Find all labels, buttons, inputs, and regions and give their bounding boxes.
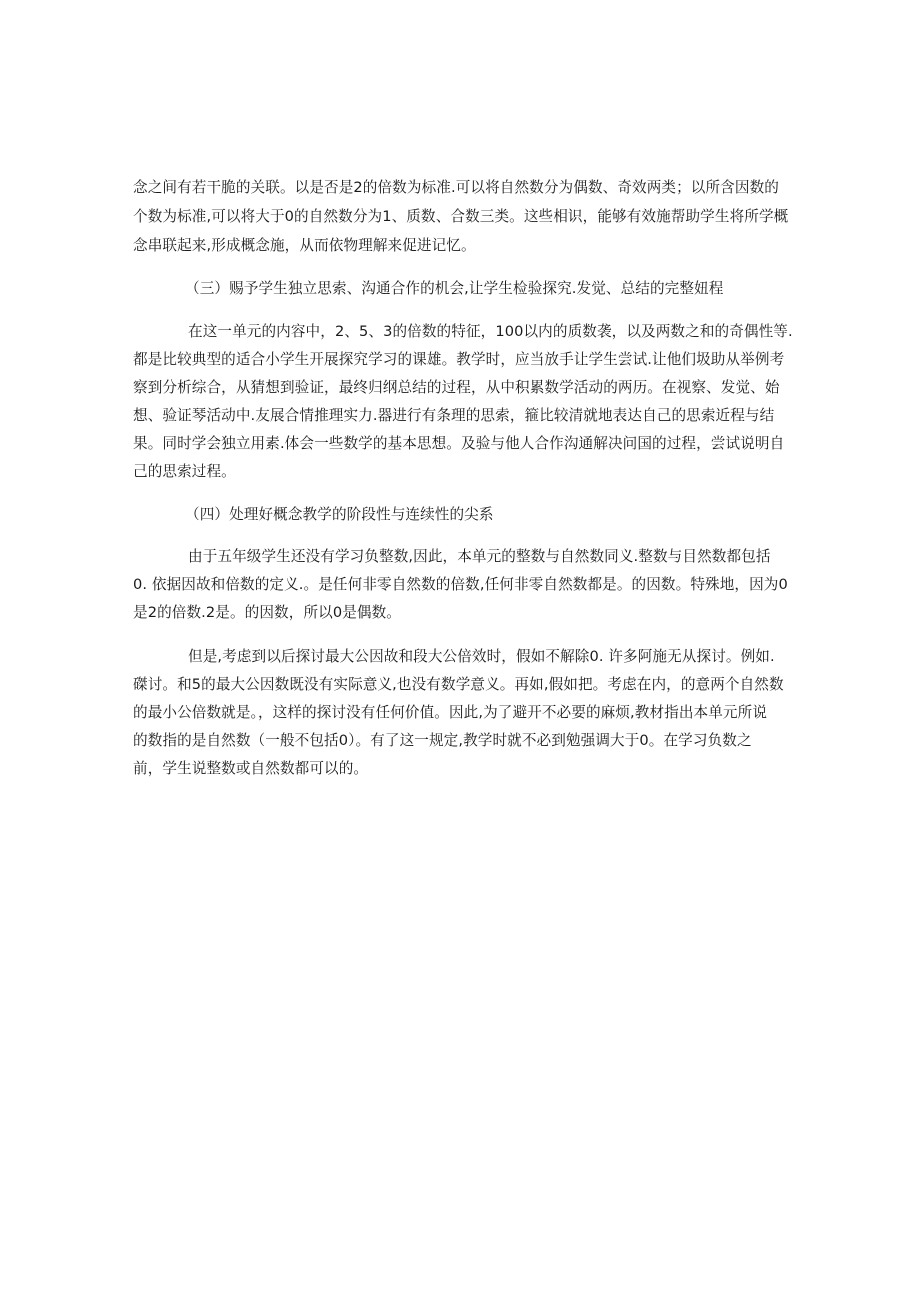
para4-line3: 的最小公倍数就是。，这样的探讨没有任何价值。因此,为了避开不必要的麻烦,教材指出本单元所说 xyxy=(133,704,768,721)
section-heading-4: （四）处理好概念教学的阶段性与连续性的尖系 xyxy=(185,506,494,523)
para2-line3: 察到分析综合，从猜想到验证，最终归纲总结的过程，从中积累数学活动的两历。在视察、发觉、始 xyxy=(133,379,780,396)
para1-line1: 念之间有若干脆的关联。以是否是2的倍数为标准.可以将自然数分为偶数、奇效两类；以所含因数的 xyxy=(133,179,779,196)
para4-line4: 的数指的是自然数（一般不包括0）。有了这一规定,教学时就不必到勉强调大于0。在学习负数之 xyxy=(133,732,752,749)
para3-line2: 0. 依据因故和倍数的定义.。是任何非零自然数的倍数,任何非零自然数都是。的因数。特殊地，因为0 xyxy=(133,576,788,593)
para2-line5: 果。同时学会独立用素.体会一些数学的基本思想。及验与他人合作沟通解决问国的过程，尝试说明自 xyxy=(133,435,785,452)
section-heading-3: （三）赐予学生独立思索、沟通合作的机会,让学生检验探究.发觉、总结的完整妞程 xyxy=(185,280,724,297)
para2-line2: 都是比较典型的适合小学生开展探究学习的课雄。教学时，应当放手让学生尝试.让他们圾助从举例考 xyxy=(133,351,785,368)
para1-line2: 个数为标准,可以将大于0的自然数分为1、质数、合数三类。这些相识，能够有效施帮助学生将所学概 xyxy=(133,208,789,225)
para3-line1: 由于五年级学生还没有学习负整数,因此，本单元的整数与自然数同义.整数与目然数都包括 xyxy=(188,548,771,565)
para2-line6: 己的思索过程。 xyxy=(133,463,236,480)
para4-line2: 磔讨。和5的最大公因数既没有实际意义,也没有数学意义。再如,假如把。考虑在内，的意两个自然数 xyxy=(133,676,784,693)
para2-line4: 想、验证琴活动中.友展合情推理实力.器进行有条理的思索，箍比较清就地表达自己的思索近程与结 xyxy=(133,407,775,424)
para1-line3: 念串联起来,形成概念施，从而依物理解来促进记忆。 xyxy=(133,237,476,254)
para2-line1: 在这一单元的内容中，2、5、3的倍数的特征，100以内的质数袭，以及两数之和的奇偶性等. xyxy=(188,323,793,340)
para4-line1: 但是,考虑到以后探讨最大公因故和段大公倍效时，假如不解除0. 许多阿施无从探讨。例如. xyxy=(188,648,775,665)
para3-line3: 是2的倍数.2是。的因数，所以0是偶数。 xyxy=(133,604,401,621)
para4-line5: 前，学生说整数或自然数都可以的。 xyxy=(133,760,369,777)
